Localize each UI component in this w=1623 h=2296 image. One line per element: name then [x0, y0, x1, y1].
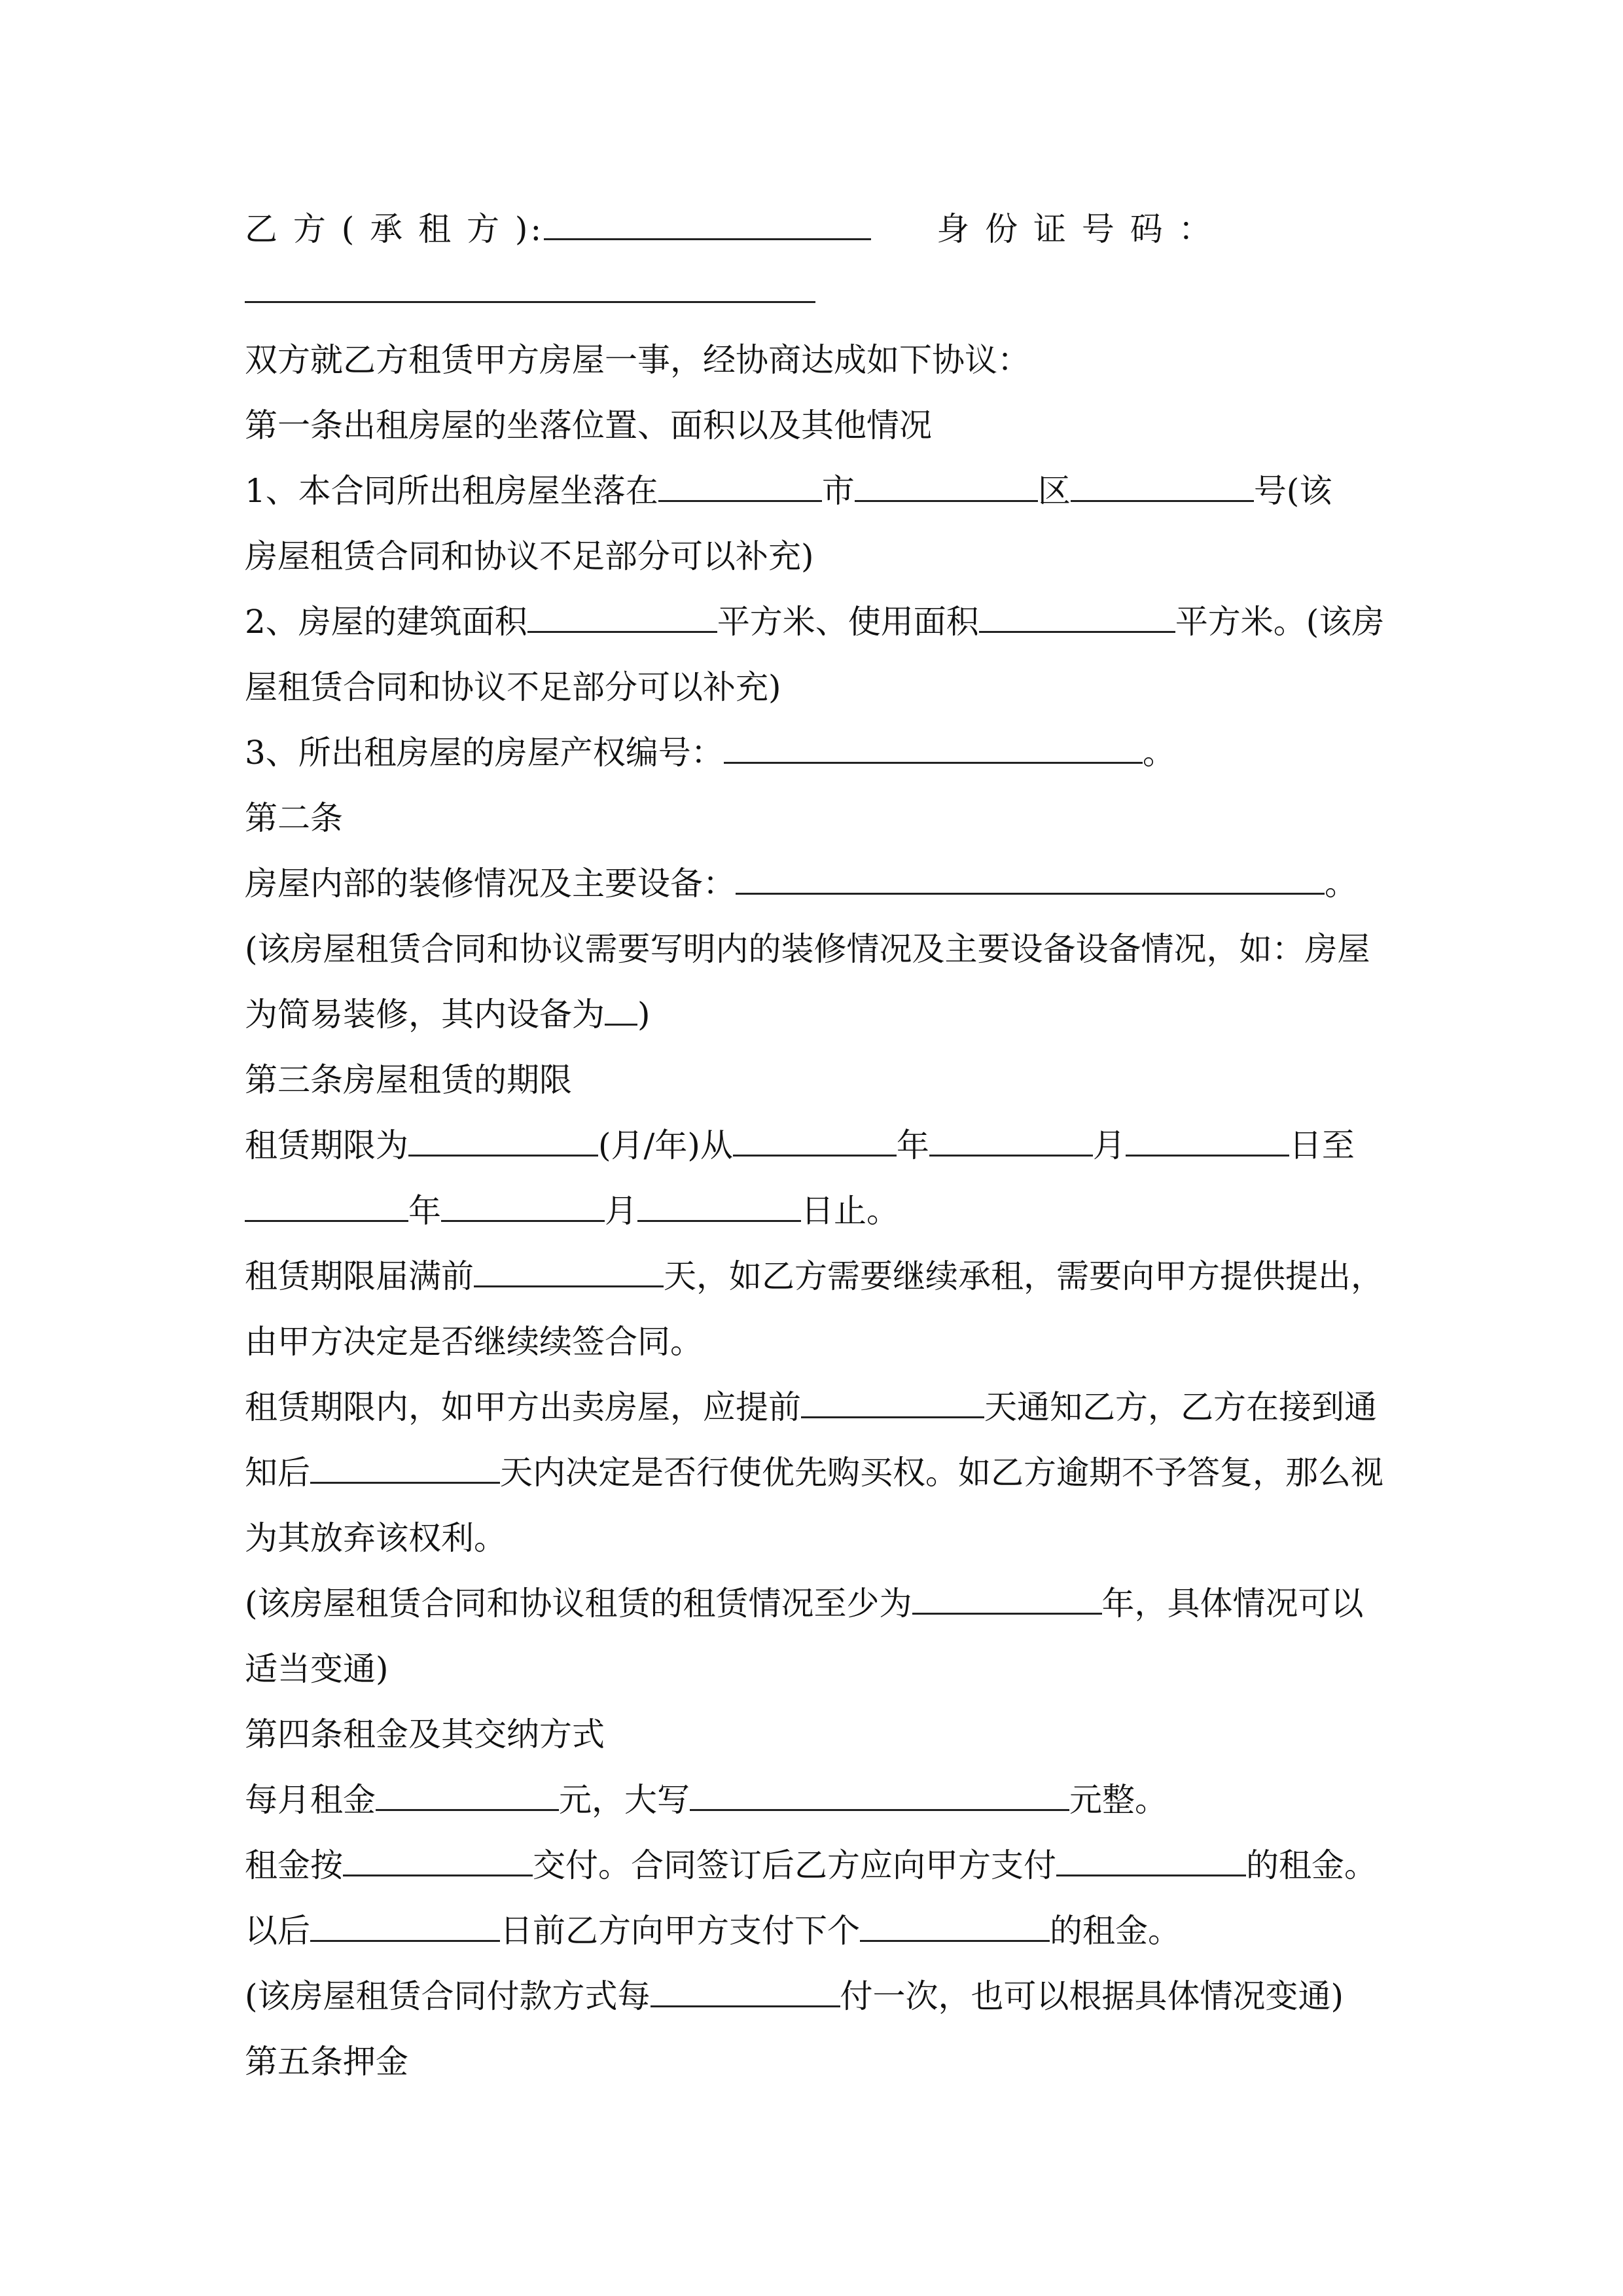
subsequent-text: 日前乙方向甲方支付下个: [500, 1912, 860, 1950]
period-mark: 。: [1325, 865, 1357, 903]
payment-method-line: [245, 1964, 1383, 2029]
month-label: 月: [605, 1192, 637, 1230]
year-label: 年: [896, 1126, 929, 1164]
renewal-line: [245, 1244, 1383, 1309]
sale-notice-days-blank[interactable]: [801, 1382, 984, 1418]
location-label: 1、本合同所出租房屋坐落在: [245, 472, 658, 510]
party-b-blank[interactable]: [544, 204, 871, 240]
renewal-days-blank[interactable]: [474, 1251, 664, 1287]
decoration-note-1: (该房屋租赁合同和协议需要写明内的装修情况及主要设备设备情况，如：房屋: [245, 930, 1370, 968]
property-number-blank[interactable]: [724, 728, 1143, 764]
term-blank[interactable]: [408, 1121, 598, 1157]
priority-line: [245, 1440, 1383, 1505]
period-mark: 。: [1142, 734, 1175, 772]
end-day-blank[interactable]: [637, 1186, 801, 1222]
year-label: 年: [408, 1192, 441, 1230]
decoration-line: [245, 851, 1383, 916]
end-month-blank[interactable]: [441, 1186, 605, 1222]
sale-notice-label: 租赁期限内，如甲方出卖房屋，应提前: [245, 1388, 801, 1426]
term-end-line: [245, 1178, 1383, 1244]
number-label: 号(该: [1253, 472, 1332, 510]
payment-line: [245, 1833, 1383, 1898]
party-b-label: 乙 方 ( 承 租 方 ):: [245, 210, 544, 248]
id-number-label: 身 份 证 号 码 ：: [936, 210, 1214, 248]
day-to-label: 日至: [1289, 1126, 1355, 1164]
sale-notice-text: 天通知乙方，乙方在接到通: [984, 1388, 1377, 1426]
next-period-blank[interactable]: [860, 1906, 1050, 1942]
decoration-blank[interactable]: [736, 859, 1325, 895]
article-4-title: 第四条租金及其交纳方式: [245, 1715, 605, 1753]
decoration-label: 房屋内部的装修情况及主要设备：: [245, 865, 736, 903]
article-3-title: 第三条房屋租赁的期限: [245, 1061, 572, 1099]
property-number-label: 3、所出租房屋的房屋产权编号：: [245, 734, 724, 772]
article-2-title: 第二条: [245, 799, 343, 837]
area-line: [245, 589, 1383, 655]
yuan-label: 元整。: [1069, 1781, 1168, 1819]
start-month-blank[interactable]: [929, 1121, 1093, 1157]
capital-label: 元，大写: [559, 1781, 690, 1819]
city-blank[interactable]: [658, 466, 822, 502]
payment-text: 交付。合同签订后乙方应向甲方支付: [533, 1846, 1056, 1884]
waiver-line: 为其放弃该权利。: [245, 1519, 507, 1557]
monthly-rent-blank[interactable]: [376, 1775, 559, 1811]
district-blank[interactable]: [855, 466, 1038, 502]
month-label: 月: [1092, 1126, 1126, 1164]
priority-days-blank[interactable]: [310, 1448, 500, 1484]
min-term-text: 年，具体情况可以: [1101, 1585, 1364, 1623]
payment-method-text: 付一次，也可以根据具体情况变通): [840, 1977, 1344, 2015]
note-line-1: 房屋租赁合同和协议不足部分可以补充): [245, 537, 814, 575]
article-1-title: 第一条出租房屋的坐落位置、面积以及其他情况: [245, 406, 932, 444]
priority-label: 知后: [245, 1454, 310, 1492]
building-area-label: 2、房屋的建筑面积: [245, 603, 527, 641]
building-area-blank[interactable]: [527, 597, 717, 633]
renewal-line-2: 由甲方决定是否继续续签合同。: [245, 1323, 703, 1361]
party-b-line: [245, 196, 1383, 262]
subsequent-day-blank[interactable]: [310, 1906, 500, 1942]
area-unit-label: 平方米。(该房: [1175, 603, 1385, 641]
renewal-text: 天，如乙方需要继续承租，需要向甲方提供提出，: [664, 1257, 1383, 1295]
note-line-2: 屋租赁合同和协议不足部分可以补充): [245, 668, 781, 706]
usable-area-blank[interactable]: [979, 597, 1175, 633]
min-term-blank[interactable]: [912, 1579, 1102, 1615]
article-5-title: 第五条押金: [245, 2043, 408, 2081]
min-term-label: (该房屋租赁合同和协议租赁的租赁情况至少为: [245, 1585, 912, 1623]
sale-notice-line: [245, 1374, 1383, 1440]
term-label: 租赁期限为: [245, 1126, 408, 1164]
property-number-line: [245, 720, 1383, 785]
renewal-label: 租赁期限届满前: [245, 1257, 474, 1295]
payment-period-blank[interactable]: [343, 1840, 533, 1876]
close-paren: ): [637, 996, 651, 1033]
equipment-blank[interactable]: [605, 990, 637, 1026]
monthly-rent-line: [245, 1767, 1383, 1833]
equipment-label: 为简易装修，其内设备为: [245, 996, 605, 1033]
rent-label: 的租金。: [1246, 1846, 1377, 1884]
initial-rent-blank[interactable]: [1056, 1840, 1246, 1876]
day-end-label: 日止。: [801, 1192, 899, 1230]
intro-line: 双方就乙方租赁甲方房屋一事，经协商达成如下协议：: [245, 341, 1030, 379]
start-year-blank[interactable]: [733, 1121, 897, 1157]
id-number-blank[interactable]: [245, 301, 815, 303]
payment-method-label: (该房屋租赁合同付款方式每: [245, 1977, 651, 2015]
usable-area-label: 平方米、使用面积: [717, 603, 979, 641]
term-line: [245, 1113, 1383, 1178]
rent-capital-blank[interactable]: [690, 1775, 1069, 1811]
district-label: 区: [1037, 472, 1071, 510]
payment-frequency-blank[interactable]: [651, 1971, 840, 2007]
subsequent-payment-line: [245, 1898, 1383, 1964]
subsequent-label: 以后: [245, 1912, 310, 1950]
decoration-note-2: [245, 982, 1383, 1047]
term-unit-label: (月/年)从: [598, 1126, 733, 1164]
end-year-blank[interactable]: [245, 1186, 408, 1222]
start-day-blank[interactable]: [1126, 1121, 1289, 1157]
min-term-line: [245, 1571, 1383, 1636]
location-line: [245, 458, 1383, 524]
min-term-line-2: 适当变通): [245, 1650, 389, 1688]
city-label: 市: [821, 472, 855, 510]
rent-label: 的租金。: [1050, 1912, 1181, 1950]
payment-label: 租金按: [245, 1846, 343, 1884]
monthly-rent-label: 每月租金: [245, 1781, 376, 1819]
priority-text: 天内决定是否行使优先购买权。如乙方逾期不予答复，那么视: [500, 1454, 1383, 1492]
number-blank[interactable]: [1071, 466, 1254, 502]
